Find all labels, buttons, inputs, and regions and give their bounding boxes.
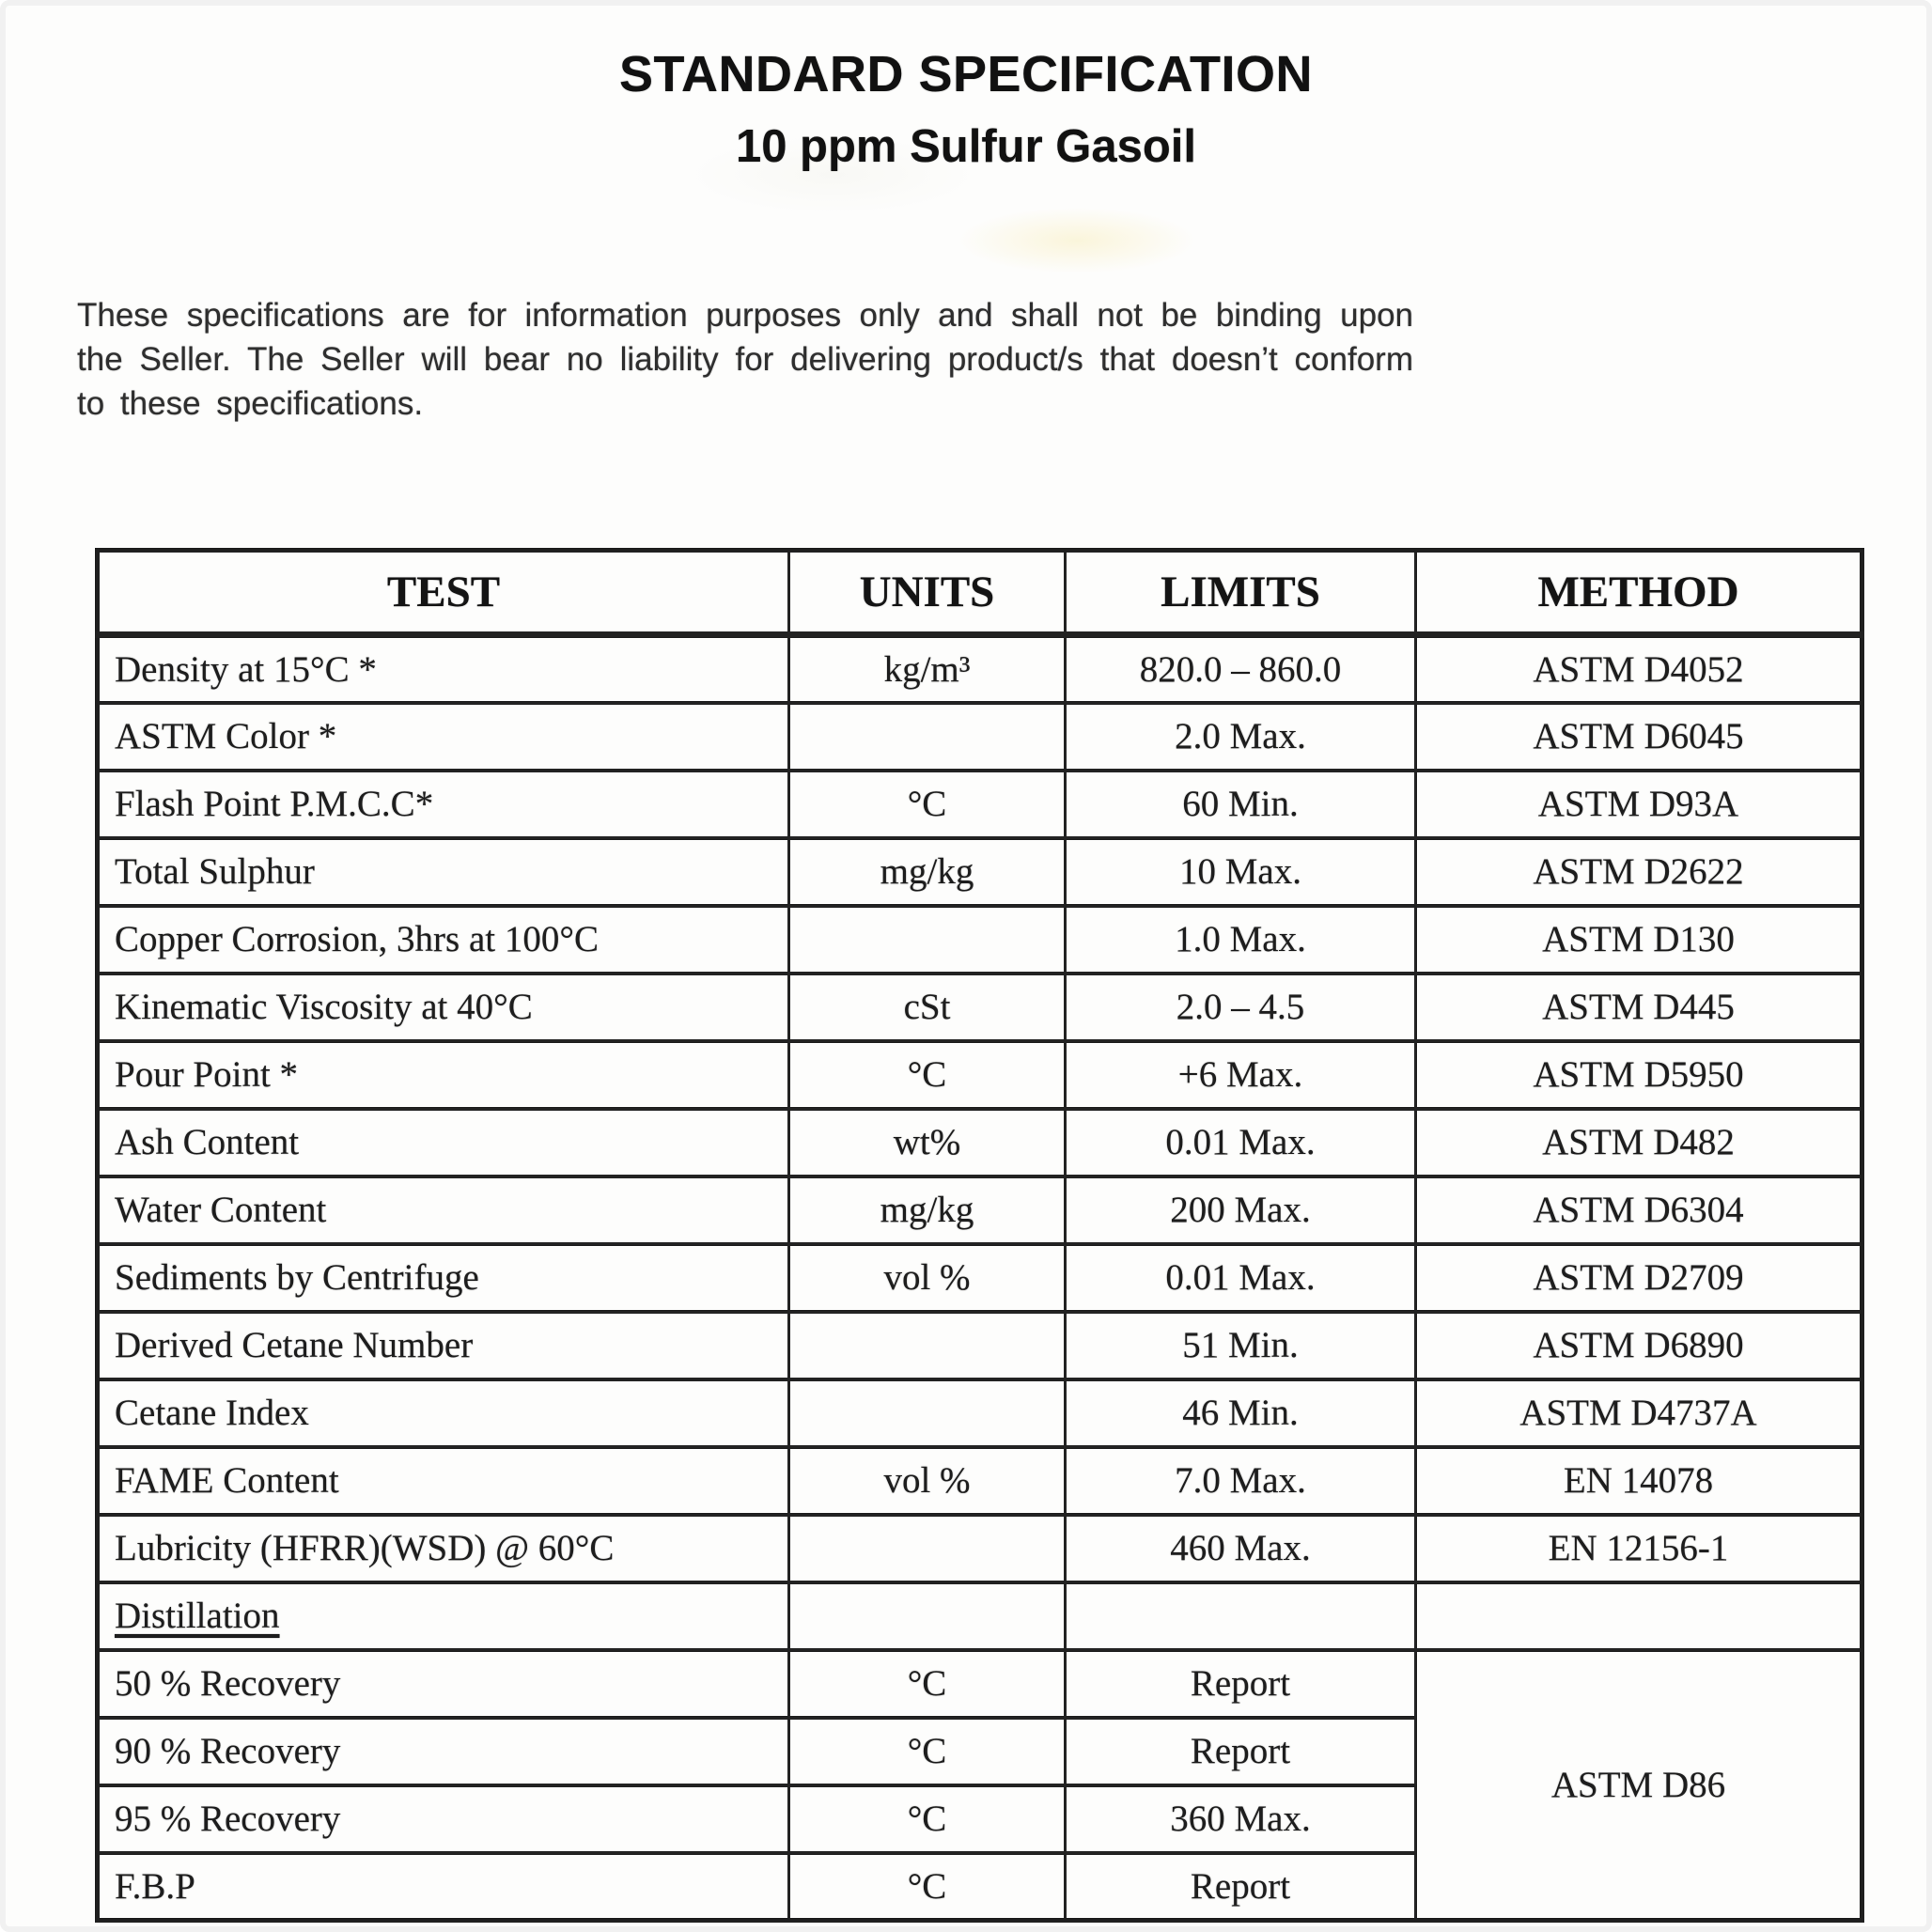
limits-cell: 0.01 Max. <box>1066 1109 1416 1176</box>
method-cell: ASTM D6890 <box>1416 1312 1862 1379</box>
column-header-limits: LIMITS <box>1066 551 1416 635</box>
test-cell: Flash Point P.M.C.C* <box>98 771 789 838</box>
units-cell: kg/m³ <box>789 635 1066 703</box>
test-cell <box>98 1582 789 1650</box>
table-row <box>98 1515 1862 1582</box>
limits-cell: 10 Max. <box>1066 838 1416 906</box>
limits-cell: 0.01 Max. <box>1066 1244 1416 1312</box>
table-row <box>98 1379 1862 1447</box>
method-cell: ASTM D6304 <box>1416 1176 1862 1244</box>
test-cell: ASTM Color * <box>98 703 789 771</box>
limits-cell: 1.0 Max. <box>1066 906 1416 974</box>
test-cell: Ash Content <box>98 1109 789 1176</box>
table-row <box>98 1176 1862 1244</box>
limits-cell: Report <box>1066 1650 1416 1718</box>
limits-cell: 360 Max. <box>1066 1785 1416 1853</box>
method-cell: ASTM D93A <box>1416 771 1862 838</box>
table-row <box>98 838 1862 906</box>
units-cell: vol % <box>789 1447 1066 1515</box>
disclaimer-paragraph: These specifications are for information purposes only and shall not be binding upon the Seller. The Seller will bear no liability for delivering product/s that doesn’t conform to these specifications. <box>77 297 1413 422</box>
units-cell <box>789 1379 1066 1447</box>
units-cell <box>789 1312 1066 1379</box>
test-cell: 50 % Recovery <box>98 1650 789 1718</box>
page-subtitle: 10 ppm Sulfur Gasoil <box>735 121 1197 172</box>
test-cell: Cetane Index <box>98 1379 789 1447</box>
units-cell <box>789 1515 1066 1582</box>
units-cell: cSt <box>789 974 1066 1041</box>
limits-cell: 7.0 Max. <box>1066 1447 1416 1515</box>
method-cell: ASTM D86 <box>1416 1650 1862 1921</box>
method-cell: ASTM D2622 <box>1416 838 1862 906</box>
column-header-test: TEST <box>98 551 789 635</box>
test-cell: Water Content <box>98 1176 789 1244</box>
units-cell: mg/kg <box>789 1176 1066 1244</box>
units-cell: °C <box>789 1718 1066 1785</box>
test-cell: F.B.P <box>98 1853 789 1921</box>
test-cell: Copper Corrosion, 3hrs at 100°C <box>98 906 789 974</box>
table-row <box>98 1244 1862 1312</box>
method-cell: ASTM D4737A <box>1416 1379 1862 1447</box>
limits-cell: 51 Min. <box>1066 1312 1416 1379</box>
table-row <box>98 974 1862 1041</box>
limits-cell: 460 Max. <box>1066 1515 1416 1582</box>
limits-cell: 820.0 – 860.0 <box>1066 635 1416 703</box>
units-cell: mg/kg <box>789 838 1066 906</box>
units-cell: °C <box>789 1853 1066 1921</box>
method-cell: ASTM D4052 <box>1416 635 1862 703</box>
table-row <box>98 1582 1862 1650</box>
column-header-units: UNITS <box>789 551 1066 635</box>
limits-cell: +6 Max. <box>1066 1041 1416 1109</box>
method-cell: ASTM D130 <box>1416 906 1862 974</box>
test-cell: 90 % Recovery <box>98 1718 789 1785</box>
limits-cell: 60 Min. <box>1066 771 1416 838</box>
test-cell: Pour Point * <box>98 1041 789 1109</box>
page-title: STANDARD SPECIFICATION <box>619 46 1313 102</box>
table-row <box>98 703 1862 771</box>
limits-cell: 46 Min. <box>1066 1379 1416 1447</box>
test-cell: Total Sulphur <box>98 838 789 906</box>
limits-cell: 2.0 Max. <box>1066 703 1416 771</box>
table-row <box>98 1312 1862 1379</box>
table-row <box>98 635 1862 703</box>
limits-cell: Report <box>1066 1718 1416 1785</box>
limits-cell: 2.0 – 4.5 <box>1066 974 1416 1041</box>
units-cell: °C <box>789 1785 1066 1853</box>
method-cell: ASTM D5950 <box>1416 1041 1862 1109</box>
method-cell: EN 14078 <box>1416 1447 1862 1515</box>
test-cell: 95 % Recovery <box>98 1785 789 1853</box>
units-cell <box>789 703 1066 771</box>
test-cell: Lubricity (HFRR)(WSD) @ 60°C <box>98 1515 789 1582</box>
method-cell: EN 12156-1 <box>1416 1515 1862 1582</box>
spec-table-body <box>98 635 1862 1921</box>
limits-cell <box>1066 1582 1416 1650</box>
test-cell: Density at 15°C * <box>98 635 789 703</box>
test-cell: FAME Content <box>98 1447 789 1515</box>
table-header-row <box>98 551 1862 635</box>
method-cell <box>1416 1582 1862 1650</box>
limits-cell: 200 Max. <box>1066 1176 1416 1244</box>
specification-table <box>95 548 1864 1923</box>
method-cell: ASTM D482 <box>1416 1109 1862 1176</box>
units-cell: vol % <box>789 1244 1066 1312</box>
units-cell <box>789 1582 1066 1650</box>
test-cell: Kinematic Viscosity at 40°C <box>98 974 789 1041</box>
table-row <box>98 1650 1862 1718</box>
table-row <box>98 771 1862 838</box>
title-block <box>6 6 1926 173</box>
method-cell: ASTM D2709 <box>1416 1244 1862 1312</box>
units-cell <box>789 906 1066 974</box>
test-cell: Sediments by Centrifuge <box>98 1244 789 1312</box>
limits-cell: Report <box>1066 1853 1416 1921</box>
method-cell: ASTM D445 <box>1416 974 1862 1041</box>
underlined-test-label: Distillation <box>115 1596 280 1636</box>
units-cell: °C <box>789 771 1066 838</box>
test-cell: Derived Cetane Number <box>98 1312 789 1379</box>
table-row <box>98 906 1862 974</box>
table-row <box>98 1109 1862 1176</box>
column-header-method: METHOD <box>1416 551 1862 635</box>
method-cell: ASTM D6045 <box>1416 703 1862 771</box>
units-cell: °C <box>789 1650 1066 1718</box>
units-cell: °C <box>789 1041 1066 1109</box>
table-row <box>98 1041 1862 1109</box>
units-cell: wt% <box>789 1109 1066 1176</box>
table-row <box>98 1447 1862 1515</box>
